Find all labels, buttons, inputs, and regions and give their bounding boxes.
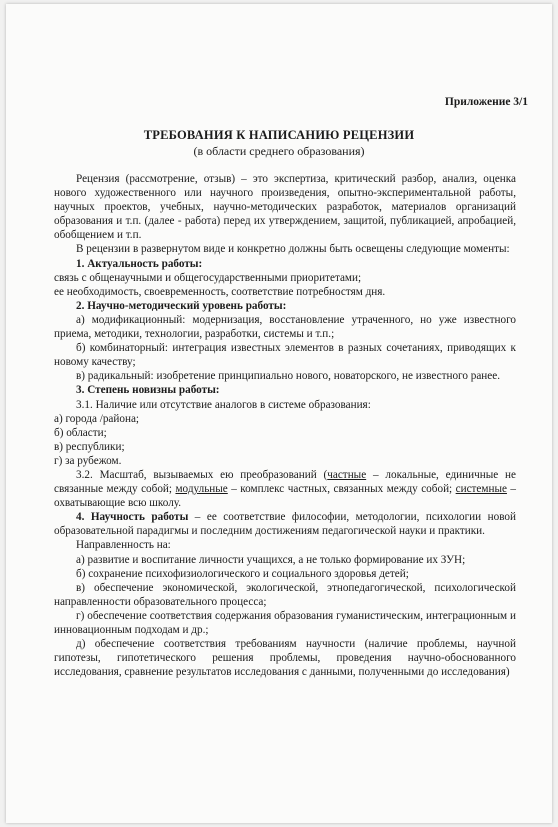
intro-paragraph-2: В рецензии в развернутом виде и конкретно должны быть освещены следующие моменты:: [76, 243, 510, 256]
document-body: [54, 172, 516, 679]
text-run: – охватывающие всю школу.: [54, 483, 517, 510]
section-2-item: б) комбинаторный: интеграция известных элементов в разных сочетаниях, приводящих к новому качеству;: [54, 342, 516, 369]
underlined-term: модульные: [175, 483, 228, 496]
section-4-paragraph: [54, 510, 516, 538]
text-run: – ее соответствие философии, методологии, психологии новой образовательной парадигмы и последним достижениям педагогической науки и практики.: [54, 511, 516, 538]
section-4-heading: 4. Научность работы: [76, 511, 189, 524]
section-3-heading: 3. Степень новизны работы:: [76, 384, 220, 397]
document-title: ТРЕБОВАНИЯ К НАПИСАНИЮ РЕЦЕНЗИИ: [143, 128, 415, 142]
text-run: – комплекс частных, связанных между собой;: [227, 483, 456, 496]
appendix-label: Приложение 3/1: [444, 96, 528, 108]
document-subtitle: (в области среднего образования): [193, 144, 365, 158]
section-4-item: д) обеспечение соответствия требованиям научности (наличие проблемы, научной гипотезы, гипотетического решения проблемы, проведения научно-обоснованного исследования, сравнение результатов исследования с данными, полученными до исследования): [54, 638, 516, 679]
section-4-item: в) обеспечение экономической, экологической, этнопедагогической, психологической направленности образовательного процесса;: [54, 581, 516, 608]
section-4-item: а) развитие и воспитание личности учащихся, а не только формирование их ЗУН;: [76, 553, 466, 566]
text-run: 3.2. Масштаб, вызываемых ею преобразований (: [76, 468, 328, 481]
section-1-item: ее необходимость, своевременность, соответствие потребностям дня.: [54, 285, 386, 298]
section-3-item: а) города /района;: [54, 412, 140, 425]
section-3-2-paragraph: [54, 468, 516, 510]
section-2-item: в) радикальный: изобретение принципиально нового, новаторского, не известного ранее.: [76, 370, 501, 383]
section-3-item: г) за рубежом.: [54, 454, 122, 467]
section-1-item: связь с общенаучными и общегосударственными приоритетами;: [54, 271, 362, 284]
section-2-heading: 2. Научно-методический уровень работы:: [76, 299, 287, 312]
section-4-item: б) сохранение психофизиологического и социального здоровья детей;: [76, 567, 409, 580]
intro-paragraph: Рецензия (рассмотрение, отзыв) – это экспертиза, критический разбор, анализ, оценка нового художественного или научного произведения, опытно-экспериментальной работы, научных проектов, учебных, научно-методических разработок, материалов организаций образования и т.п. (далее - работа) перед их утверждением, защитой, публикацией, апробацией, обобщением и т.п.: [54, 173, 516, 242]
section-3-item: в) республики;: [54, 440, 125, 453]
text-run: – локальные, единичные не связанные между собой;: [54, 468, 516, 496]
underlined-term: частные: [327, 468, 367, 481]
section-1-heading: 1. Актуальность работы:: [76, 257, 203, 270]
section-3-item: б) области;: [54, 426, 107, 439]
section-4-item: г) обеспечение соответствия содержания образования гуманистическим, интеграционным и инновационным подходам и др.;: [54, 609, 516, 636]
section-2-item: а) модификационный: модернизация, восстановление утраченного, но уже известного приема, методики, технологии, разработки, системы и т.п.;: [54, 313, 516, 341]
direction-label: Направленность на:: [76, 539, 171, 552]
document-page: [6, 4, 552, 823]
section-3-1-paragraph: 3.1. Наличие или отсутствие аналогов в системе образования:: [76, 398, 371, 411]
underlined-term: системные: [455, 483, 507, 496]
